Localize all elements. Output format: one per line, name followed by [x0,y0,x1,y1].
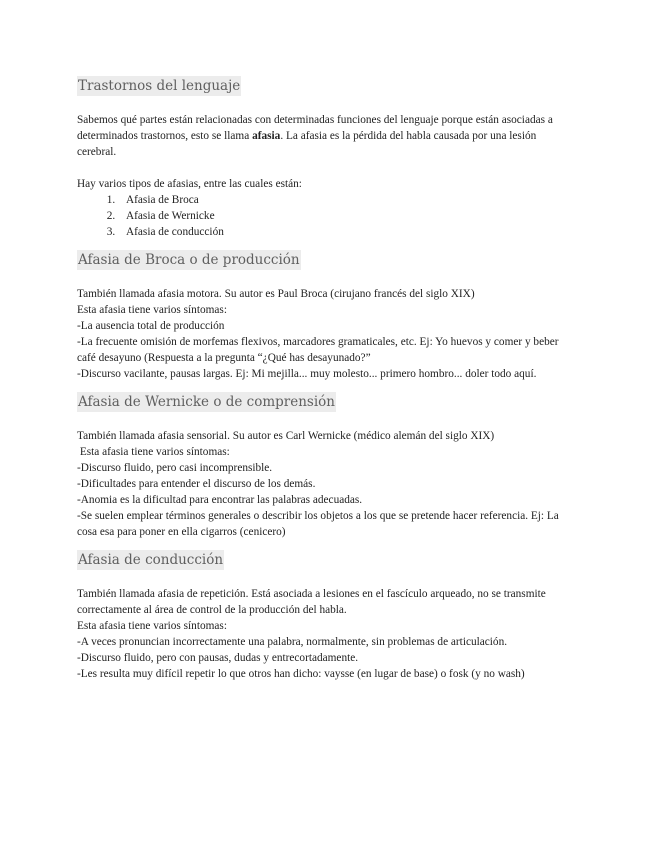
list-intro: Hay varios tipos de afasias, entre las cuales están: [77,178,302,190]
conduccion-line: Esta afasia tiene varios síntomas: [77,620,227,632]
broca-line: También llamada afasia motora. Su autor es Paul Broca (cirujano francés del siglo XIX) [77,288,475,300]
aphasia-types-list [77,192,577,240]
wernicke-line: También llamada afasia sensorial. Su autor es Carl Wernicke (médico alemán del siglo XIX) [77,430,495,442]
broca-line: -La ausencia total de producción [77,320,225,332]
heading-trastornos: Trastornos del lenguaje [78,78,241,94]
intro-text: Sabemos qué partes están relacionadas con determinadas funciones del lenguaje porque están asociadas a determinados trastornos, esto se llama [77,114,553,142]
conduccion-line: -A veces pronuncian incorrectamente una palabra, normalmente, sin problemas de articulación. [77,636,508,648]
wernicke-line: -Dificultades para entender el discurso de los demás. [77,478,316,490]
heading-wernicke: Afasia de Wernicke o de comprensión [78,394,335,410]
broca-line: -Discurso vacilante, pausas largas. Ej: Mi mejilla... muy molesto... primero hombro... doler todo aquí. [77,368,537,380]
document-content [77,76,577,682]
wernicke-line: -Anomia es la dificultad para encontrar las palabras adecuadas. [77,494,363,506]
heading-conduccion: Afasia de conducción [78,552,224,568]
wernicke-line: -Se suelen emplear términos generales o describir los objetos a los que se pretende hacer referencia. Ej: La cosa esa para poner en ella cigarros (cenicero) [77,510,559,538]
wernicke-line: -Discurso fluido, pero casi incomprensible. [77,462,273,474]
broca-line: Esta afasia tiene varios síntomas: [77,304,227,316]
heading-broca: Afasia de Broca o de producción [78,252,300,268]
list-item: 1. Afasia de Broca [118,192,577,208]
conduccion-line: -Discurso fluido, pero con pausas, dudas y entrecortadamente. [77,652,359,664]
wernicke-line: Esta afasia tiene varios síntomas: [77,446,230,458]
conduccion-line: -Les resulta muy difícil repetir lo que otros han dicho: vaysse (en lugar de base) o fosk (y no wash) [77,668,525,680]
intro-bold-term: afasia [252,130,281,142]
intro-paragraph [77,112,577,160]
list-item: 2. Afasia de Wernicke [118,208,577,224]
intro-text-end: . La afasia es la pérdida del habla causada por una lesión cerebral. [77,130,537,158]
broca-line: -La frecuente omisión de morfemas flexivos, marcadores gramaticales, etc. Ej: Yo huevos y comer y beber café desayuno (Respuesta a la pregunta “¿Qué has desayunado?” [77,336,559,364]
conduccion-line: También llamada afasia de repetición. Está asociada a lesiones en el fascículo arqueado, no se transmite correctamente al área de control de la producción del habla. [77,588,546,616]
list-item: 3. Afasia de conducción [118,224,577,240]
